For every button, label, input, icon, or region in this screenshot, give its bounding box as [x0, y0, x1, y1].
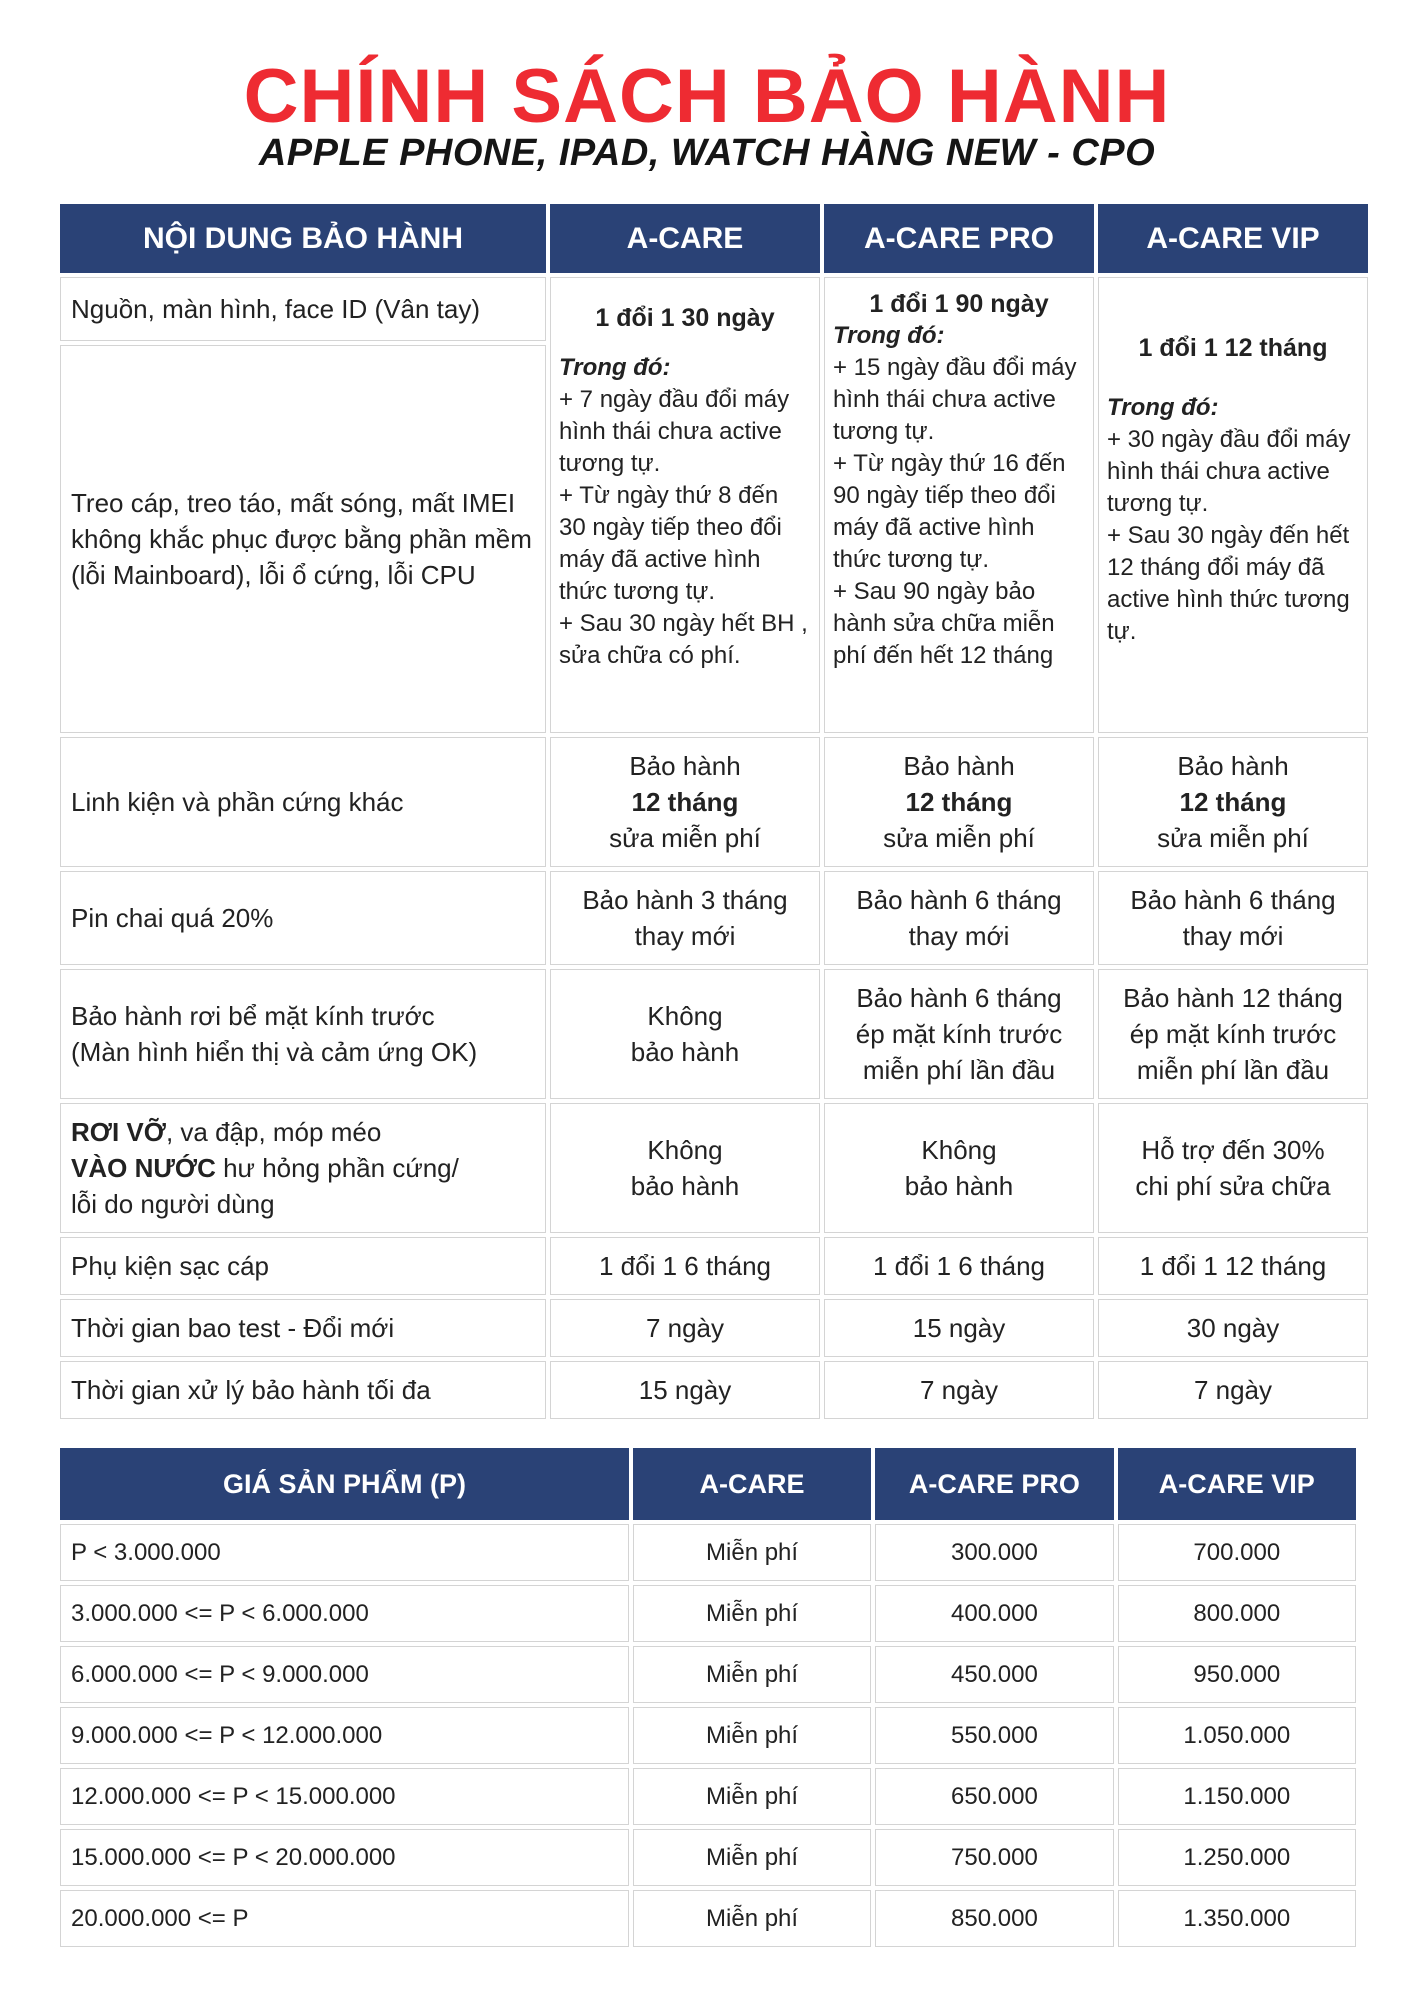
row-label-cable: Treo cáp, treo táo, mất sóng, mất IMEI không khắc phục được bằng phần mềm (lỗi Mainboard), lỗi ổ cứng, lỗi CPU — [60, 345, 546, 733]
tier-item: + Từ ngày thứ 8 đến 30 ngày tiếp theo đổi máy đã active hình thức tương tự. — [559, 482, 782, 605]
table-row — [60, 1524, 1356, 1581]
table-row — [60, 1103, 1368, 1233]
price-acare-vip: 700.000 — [1118, 1524, 1356, 1581]
row-label-test: Thời gian bao test - Đổi mới — [60, 1299, 546, 1357]
table-row — [60, 737, 1368, 867]
tier-item: + Sau 30 ngày đến hết 12 tháng đổi máy đã active hình thức tương tự. — [1107, 522, 1350, 645]
parts-duration: 12 tháng — [905, 787, 1013, 817]
test-acare: 7 ngày — [550, 1299, 820, 1357]
warranty-table — [56, 200, 1372, 1423]
battery-value: Bảo hành 6 tháng — [1130, 885, 1336, 915]
process-acare: 15 ngày — [550, 1361, 820, 1419]
row-label-glass — [60, 969, 546, 1099]
drop-line: Không — [647, 1135, 723, 1165]
process-acare-vip: 7 ngày — [1098, 1361, 1368, 1419]
glass-line: miễn phí lần đầu — [1136, 1055, 1330, 1085]
tier-cell-acare — [550, 277, 820, 733]
warranty-header-row — [60, 204, 1368, 273]
tier-item: + 15 ngày đầu đổi máy hình thái chưa active tương tự. — [833, 354, 1077, 445]
header-acare: A-CARE — [550, 204, 820, 273]
tier-head-acare-pro: 1 đổi 1 90 ngày — [869, 290, 1049, 318]
battery-value: Bảo hành 3 tháng — [582, 885, 788, 915]
table-row — [60, 1829, 1356, 1886]
drop-acare-vip — [1098, 1103, 1368, 1233]
table-row — [60, 1299, 1368, 1357]
drop-text: hư hỏng phần cứng/ — [215, 1153, 459, 1183]
price-acare-pro: 300.000 — [875, 1524, 1113, 1581]
table-row — [60, 1237, 1368, 1295]
glass-line: bảo hành — [630, 1037, 740, 1067]
battery-acare-vip — [1098, 871, 1368, 965]
tier-head-acare-vip: 1 đổi 1 12 tháng — [1138, 334, 1328, 362]
trong-do-label: Trong đó: — [559, 354, 671, 381]
price-acare-vip: 950.000 — [1118, 1646, 1356, 1703]
price-range: P < 3.000.000 — [60, 1524, 629, 1581]
drop-line: Không — [921, 1135, 997, 1165]
parts-acare — [550, 737, 820, 867]
drop-line: bảo hành — [630, 1171, 740, 1201]
price-acare: Miễn phí — [633, 1829, 871, 1886]
glass-acare-pro — [824, 969, 1094, 1099]
row-label-battery: Pin chai quá 20% — [60, 871, 546, 965]
drop-line: Hỗ trợ đến 30% — [1141, 1135, 1325, 1165]
charger-acare: 1 đổi 1 6 tháng — [550, 1237, 820, 1295]
price-acare: Miễn phí — [633, 1890, 871, 1947]
glass-acare-vip — [1098, 969, 1368, 1099]
price-header-row — [60, 1448, 1356, 1520]
drop-acare — [550, 1103, 820, 1233]
price-acare: Miễn phí — [633, 1646, 871, 1703]
row-label-charger: Phụ kiện sạc cáp — [60, 1237, 546, 1295]
glass-line: Không — [647, 1001, 723, 1031]
price-range: 9.000.000 <= P < 12.000.000 — [60, 1707, 629, 1764]
parts-line: Bảo hành — [629, 751, 741, 781]
glass-line: Bảo hành 12 tháng — [1123, 983, 1343, 1013]
trong-do-label: Trong đó: — [1107, 394, 1219, 421]
header-acare-pro: A-CARE PRO — [824, 204, 1094, 273]
price-acare: Miễn phí — [633, 1585, 871, 1642]
charger-acare-vip: 1 đổi 1 12 tháng — [1098, 1237, 1368, 1295]
header-acare-vip: A-CARE VIP — [1118, 1448, 1356, 1520]
parts-acare-vip — [1098, 737, 1368, 867]
battery-line: thay mới — [908, 921, 1010, 951]
battery-line: thay mới — [634, 921, 736, 951]
parts-line: sửa miễn phí — [883, 823, 1035, 853]
table-row — [60, 1890, 1356, 1947]
glass-line: Bảo hành 6 tháng — [856, 983, 1062, 1013]
row-label-drop — [60, 1103, 546, 1233]
price-acare-pro: 400.000 — [875, 1585, 1113, 1642]
parts-acare-pro — [824, 737, 1094, 867]
price-acare-pro: 450.000 — [875, 1646, 1113, 1703]
glass-label-line: (Màn hình hiển thị và cảm ứng OK) — [71, 1037, 478, 1067]
price-acare-vip: 1.250.000 — [1118, 1829, 1356, 1886]
table-row — [60, 969, 1368, 1099]
drop-bold: RƠI VỠ — [71, 1117, 166, 1147]
price-acare-pro: 650.000 — [875, 1768, 1113, 1825]
water-bold: VÀO NƯỚC — [71, 1153, 216, 1183]
table-row — [60, 1646, 1356, 1703]
header-acare-vip: A-CARE VIP — [1098, 204, 1368, 273]
battery-acare — [550, 871, 820, 965]
glass-label-line: Bảo hành rơi bể mặt kính trước — [71, 1001, 435, 1031]
price-acare: Miễn phí — [633, 1524, 871, 1581]
price-acare-pro: 750.000 — [875, 1829, 1113, 1886]
tier-cell-acare-pro — [824, 277, 1094, 733]
glass-line: ép mặt kính trước — [1129, 1019, 1337, 1049]
price-acare-vip: 1.350.000 — [1118, 1890, 1356, 1947]
price-acare-pro: 550.000 — [875, 1707, 1113, 1764]
tier-item: + Sau 90 ngày bảo hành sửa chữa miễn phí đến hết 12 tháng — [833, 578, 1055, 669]
price-range: 20.000.000 <= P — [60, 1890, 629, 1947]
price-range: 3.000.000 <= P < 6.000.000 — [60, 1585, 629, 1642]
price-range: 6.000.000 <= P < 9.000.000 — [60, 1646, 629, 1703]
battery-line: thay mới — [1182, 921, 1284, 951]
header-price: GIÁ SẢN PHẨM (P) — [60, 1448, 629, 1520]
parts-duration: 12 tháng — [631, 787, 739, 817]
drop-line: bảo hành — [904, 1171, 1014, 1201]
drop-acare-pro — [824, 1103, 1094, 1233]
table-row — [60, 1585, 1356, 1642]
price-acare: Miễn phí — [633, 1707, 871, 1764]
parts-line: Bảo hành — [1177, 751, 1289, 781]
process-acare-pro: 7 ngày — [824, 1361, 1094, 1419]
header-acare: A-CARE — [633, 1448, 871, 1520]
trong-do-label: Trong đó: — [833, 322, 945, 349]
tier-cell-acare-vip — [1098, 277, 1368, 733]
price-acare-pro: 850.000 — [875, 1890, 1113, 1947]
charger-acare-pro: 1 đổi 1 6 tháng — [824, 1237, 1094, 1295]
header-acare-pro: A-CARE PRO — [875, 1448, 1113, 1520]
price-range: 12.000.000 <= P < 15.000.000 — [60, 1768, 629, 1825]
row-label-parts: Linh kiện và phần cứng khác — [60, 737, 546, 867]
drop-line: chi phí sửa chữa — [1135, 1171, 1331, 1201]
parts-line: sửa miễn phí — [609, 823, 761, 853]
price-acare-vip: 800.000 — [1118, 1585, 1356, 1642]
test-acare-pro: 15 ngày — [824, 1299, 1094, 1357]
row-label-power: Nguồn, màn hình, face ID (Vân tay) — [60, 277, 546, 341]
table-row — [60, 277, 1368, 341]
tier-item: + 7 ngày đầu đổi máy hình thái chưa active tương tự. — [559, 386, 790, 477]
price-acare-vip: 1.150.000 — [1118, 1768, 1356, 1825]
price-table — [56, 1444, 1360, 1951]
drop-text: , va đập, móp méo — [165, 1117, 382, 1147]
tier-head-acare: 1 đổi 1 30 ngày — [595, 304, 775, 332]
price-acare: Miễn phí — [633, 1768, 871, 1825]
battery-acare-pro — [824, 871, 1094, 965]
glass-line: miễn phí lần đầu — [862, 1055, 1056, 1085]
price-range: 15.000.000 <= P < 20.000.000 — [60, 1829, 629, 1886]
page-subtitle: APPLE PHONE, IPAD, WATCH HÀNG NEW - CPO — [258, 132, 1156, 174]
glass-line: ép mặt kính trước — [855, 1019, 1063, 1049]
parts-line: sửa miễn phí — [1157, 823, 1309, 853]
row-label-process: Thời gian xử lý bảo hành tối đa — [60, 1361, 546, 1419]
tier-item: + Từ ngày thứ 16 đến 90 ngày tiếp theo đổi máy đã active hình thức tương tự. — [833, 450, 1066, 573]
parts-line: Bảo hành — [903, 751, 1015, 781]
table-row — [60, 1768, 1356, 1825]
glass-acare — [550, 969, 820, 1099]
tier-item: + 30 ngày đầu đổi máy hình thái chưa active tương tự. — [1107, 426, 1351, 517]
battery-value: Bảo hành 6 tháng — [856, 885, 1062, 915]
tier-item: + Sau 30 ngày hết BH , sửa chữa có phí. — [559, 610, 808, 669]
header-content: NỘI DUNG BẢO HÀNH — [60, 204, 546, 273]
price-acare-vip: 1.050.000 — [1118, 1707, 1356, 1764]
parts-duration: 12 tháng — [1179, 787, 1287, 817]
page-title: CHÍNH SÁCH BẢO HÀNH — [243, 54, 1171, 139]
test-acare-vip: 30 ngày — [1098, 1299, 1368, 1357]
table-row — [60, 1361, 1368, 1419]
drop-text: lỗi do người dùng — [71, 1189, 275, 1219]
table-row — [60, 871, 1368, 965]
table-row — [60, 1707, 1356, 1764]
